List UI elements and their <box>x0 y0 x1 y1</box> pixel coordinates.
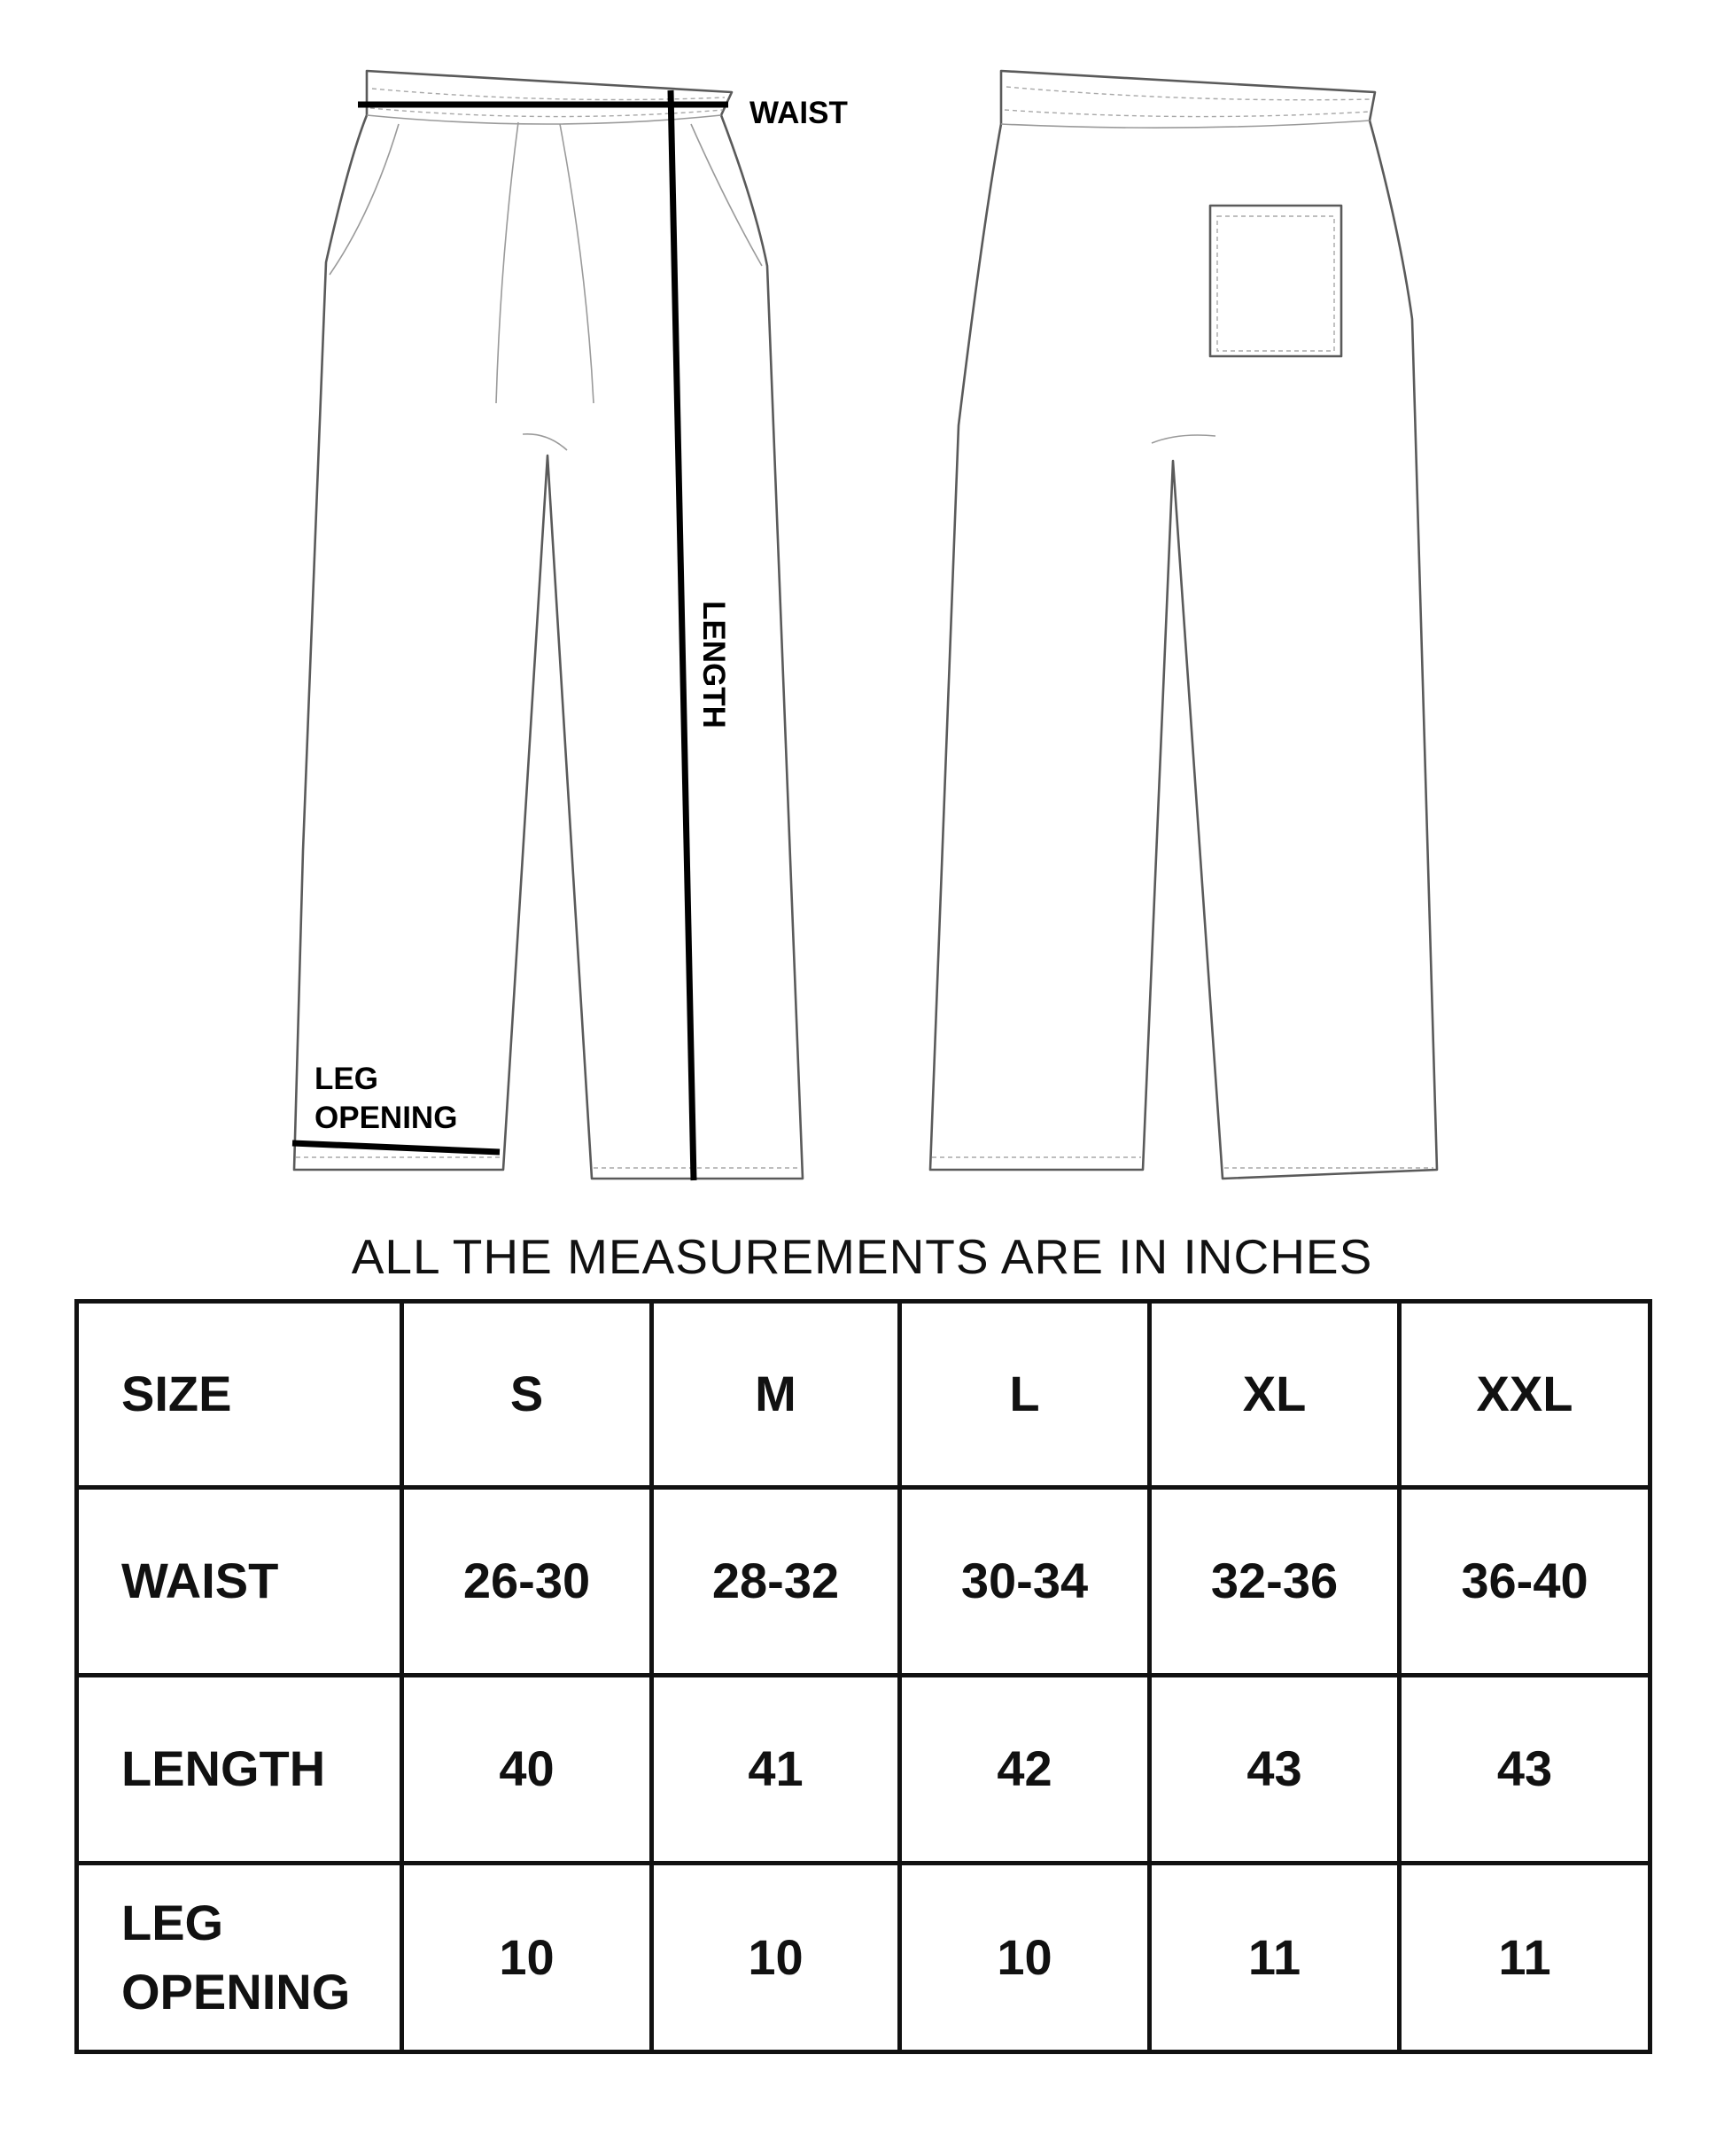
waist-label: WAIST <box>749 96 848 130</box>
length-row-label: LENGTH <box>77 1676 402 1864</box>
leg-opening-s-value: 10 <box>402 1864 652 2052</box>
pants-back-view <box>930 71 1437 1179</box>
size-l-header: L <box>900 1302 1150 1488</box>
length-m-value: 41 <box>652 1676 900 1864</box>
leg-opening-row-label-line2: OPENING <box>121 1964 351 2020</box>
length-l-value: 42 <box>900 1676 1150 1864</box>
waist-row <box>77 1488 1650 1676</box>
waist-l-value: 30-34 <box>900 1488 1150 1676</box>
leg-opening-row-label <box>77 1864 402 2052</box>
length-s-value: 40 <box>402 1676 652 1864</box>
leg-opening-xl-value: 11 <box>1150 1864 1400 2052</box>
waist-m-value: 28-32 <box>652 1488 900 1676</box>
leg-opening-m-value: 10 <box>652 1864 900 2052</box>
back-pocket <box>1210 206 1341 356</box>
leg-opening-label-line1: LEG <box>315 1062 378 1096</box>
leg-opening-label-line2: OPENING <box>315 1101 458 1135</box>
length-row <box>77 1676 1650 1864</box>
waist-xl-value: 32-36 <box>1150 1488 1400 1676</box>
size-xl-header: XL <box>1150 1302 1400 1488</box>
back-pants-outline <box>930 71 1437 1179</box>
length-xxl-value: 43 <box>1400 1676 1650 1864</box>
size-header-label: SIZE <box>77 1302 402 1488</box>
leg-opening-row-label-line1: LEG <box>121 1894 224 1950</box>
size-header-row <box>77 1302 1650 1488</box>
leg-opening-row <box>77 1864 1650 2052</box>
size-m-header: M <box>652 1302 900 1488</box>
size-xxl-header: XXL <box>1400 1302 1650 1488</box>
leg-opening-l-value: 10 <box>900 1864 1150 2052</box>
waist-row-label: WAIST <box>77 1488 402 1676</box>
waist-xxl-value: 36-40 <box>1400 1488 1650 1676</box>
length-xl-value: 43 <box>1150 1676 1400 1864</box>
size-chart-table <box>74 1299 1652 2054</box>
waist-s-value: 26-30 <box>402 1488 652 1676</box>
units-note: ALL THE MEASUREMENTS ARE IN INCHES <box>351 1229 1373 1284</box>
size-s-header: S <box>402 1302 652 1488</box>
length-label: LENGTH <box>696 601 731 728</box>
leg-opening-xxl-value: 11 <box>1400 1864 1650 2052</box>
